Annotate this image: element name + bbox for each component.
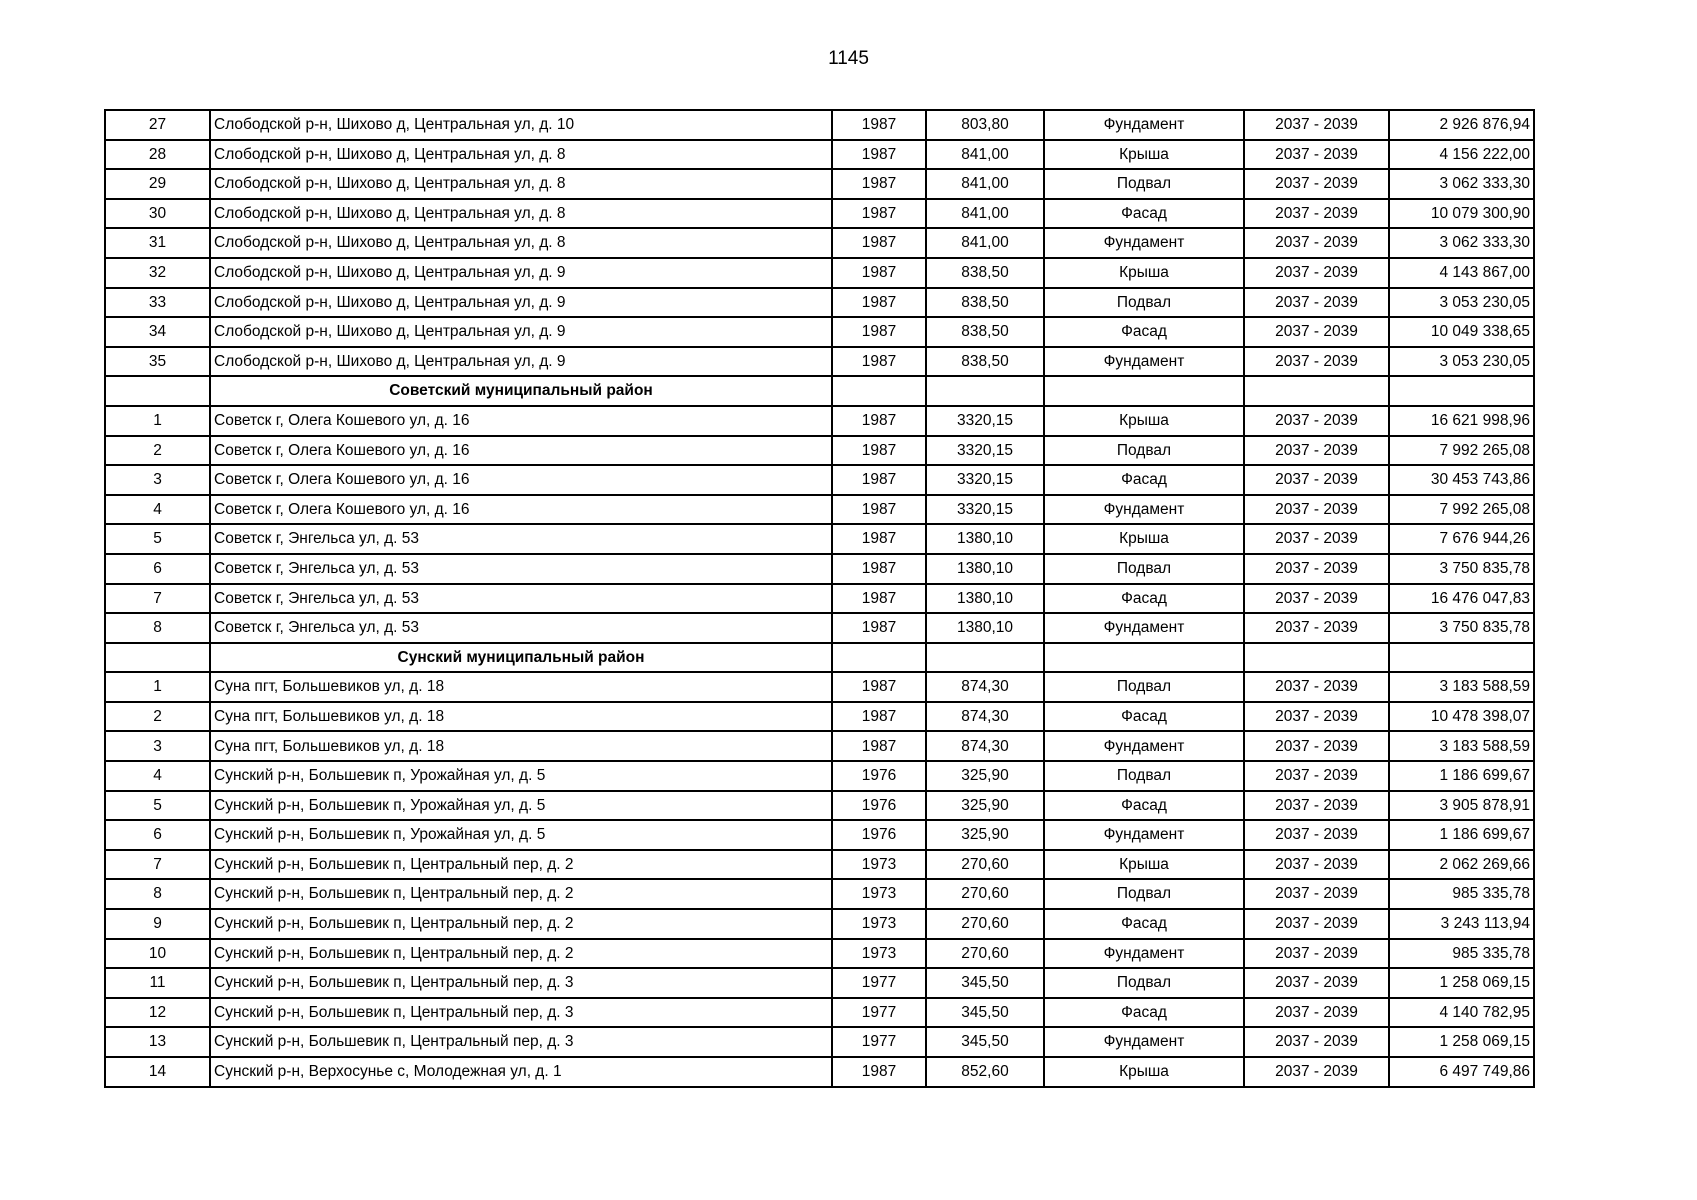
row-number-cell: 9	[105, 909, 210, 939]
address-cell: Слободской р-н, Шихово д, Центральная ул, д. 9	[210, 258, 832, 288]
area-cell: 325,90	[926, 761, 1044, 791]
cost-cell: 3 062 333,30	[1389, 169, 1534, 199]
period-cell: 2037 - 2039	[1244, 317, 1389, 347]
cost-cell: 10 049 338,65	[1389, 317, 1534, 347]
cost-cell: 16 621 998,96	[1389, 406, 1534, 436]
year-cell: 1976	[832, 791, 926, 821]
year-cell: 1987	[832, 317, 926, 347]
cost-cell: 2 926 876,94	[1389, 110, 1534, 140]
area-cell: 841,00	[926, 169, 1044, 199]
district-empty-cell	[1244, 376, 1389, 406]
address-cell: Слободской р-н, Шихово д, Центральная ул, д. 8	[210, 228, 832, 258]
period-cell: 2037 - 2039	[1244, 820, 1389, 850]
address-cell: Слободской р-н, Шихово д, Центральная ул, д. 8	[210, 140, 832, 170]
period-cell: 2037 - 2039	[1244, 436, 1389, 466]
address-cell: Советск г, Олега Кошевого ул, д. 16	[210, 495, 832, 525]
table-row	[105, 850, 1534, 880]
row-number-cell: 14	[105, 1057, 210, 1087]
address-cell: Сунский р-н, Большевик п, Центральный пер, д. 3	[210, 998, 832, 1028]
table-row	[105, 258, 1534, 288]
district-empty-cell	[832, 643, 926, 673]
district-empty-cell	[926, 643, 1044, 673]
cost-cell: 10 079 300,90	[1389, 199, 1534, 229]
district-empty-cell	[105, 376, 210, 406]
work-type-cell: Фасад	[1044, 909, 1244, 939]
area-cell: 3320,15	[926, 495, 1044, 525]
address-cell: Слободской р-н, Шихово д, Центральная ул, д. 9	[210, 288, 832, 318]
period-cell: 2037 - 2039	[1244, 879, 1389, 909]
work-type-cell: Фундамент	[1044, 939, 1244, 969]
year-cell: 1987	[832, 406, 926, 436]
work-type-cell: Крыша	[1044, 258, 1244, 288]
district-header-row	[105, 376, 1534, 406]
year-cell: 1987	[832, 258, 926, 288]
period-cell: 2037 - 2039	[1244, 524, 1389, 554]
table-row	[105, 317, 1534, 347]
work-type-cell: Подвал	[1044, 169, 1244, 199]
area-cell: 838,50	[926, 288, 1044, 318]
address-cell: Сунский р-н, Большевик п, Центральный пер, д. 2	[210, 909, 832, 939]
area-cell: 803,80	[926, 110, 1044, 140]
table-row	[105, 436, 1534, 466]
area-cell: 3320,15	[926, 465, 1044, 495]
work-type-cell: Фасад	[1044, 465, 1244, 495]
year-cell: 1987	[832, 613, 926, 643]
address-cell: Советск г, Энгельса ул, д. 53	[210, 584, 832, 614]
table-row	[105, 495, 1534, 525]
work-type-cell: Крыша	[1044, 524, 1244, 554]
area-cell: 3320,15	[926, 436, 1044, 466]
work-type-cell: Крыша	[1044, 1057, 1244, 1087]
area-cell: 1380,10	[926, 554, 1044, 584]
district-title: Советский муниципальный район	[210, 376, 832, 406]
work-type-cell: Фундамент	[1044, 731, 1244, 761]
area-cell: 841,00	[926, 228, 1044, 258]
row-number-cell: 4	[105, 495, 210, 525]
period-cell: 2037 - 2039	[1244, 702, 1389, 732]
address-cell: Советск г, Олега Кошевого ул, д. 16	[210, 436, 832, 466]
area-cell: 270,60	[926, 909, 1044, 939]
work-type-cell: Подвал	[1044, 761, 1244, 791]
area-cell: 874,30	[926, 672, 1044, 702]
address-cell: Советск г, Олега Кошевого ул, д. 16	[210, 406, 832, 436]
area-cell: 841,00	[926, 199, 1044, 229]
cost-cell: 2 062 269,66	[1389, 850, 1534, 880]
table-row	[105, 702, 1534, 732]
work-type-cell: Фасад	[1044, 791, 1244, 821]
cost-cell: 10 478 398,07	[1389, 702, 1534, 732]
table-row	[105, 140, 1534, 170]
address-cell: Советск г, Энгельса ул, д. 53	[210, 524, 832, 554]
cost-cell: 3 243 113,94	[1389, 909, 1534, 939]
area-cell: 3320,15	[926, 406, 1044, 436]
cost-cell: 3 750 835,78	[1389, 554, 1534, 584]
year-cell: 1977	[832, 968, 926, 998]
table-row	[105, 761, 1534, 791]
year-cell: 1987	[832, 554, 926, 584]
cost-cell: 1 258 069,15	[1389, 1027, 1534, 1057]
year-cell: 1987	[832, 140, 926, 170]
year-cell: 1973	[832, 909, 926, 939]
work-type-cell: Крыша	[1044, 140, 1244, 170]
address-cell: Слободской р-н, Шихово д, Центральная ул, д. 9	[210, 317, 832, 347]
period-cell: 2037 - 2039	[1244, 998, 1389, 1028]
table-row	[105, 228, 1534, 258]
year-cell: 1987	[832, 584, 926, 614]
address-cell: Сунский р-н, Большевик п, Урожайная ул, д. 5	[210, 761, 832, 791]
year-cell: 1987	[832, 110, 926, 140]
work-type-cell: Фундамент	[1044, 820, 1244, 850]
row-number-cell: 5	[105, 791, 210, 821]
period-cell: 2037 - 2039	[1244, 258, 1389, 288]
area-cell: 270,60	[926, 939, 1044, 969]
year-cell: 1973	[832, 879, 926, 909]
district-empty-cell	[1389, 376, 1534, 406]
cost-cell: 7 676 944,26	[1389, 524, 1534, 554]
period-cell: 2037 - 2039	[1244, 406, 1389, 436]
registry-body	[105, 110, 1534, 1087]
table-row	[105, 584, 1534, 614]
row-number-cell: 13	[105, 1027, 210, 1057]
cost-cell: 1 186 699,67	[1389, 820, 1534, 850]
year-cell: 1976	[832, 761, 926, 791]
row-number-cell: 8	[105, 879, 210, 909]
work-type-cell: Фундамент	[1044, 347, 1244, 377]
cost-cell: 1 186 699,67	[1389, 761, 1534, 791]
row-number-cell: 7	[105, 850, 210, 880]
area-cell: 838,50	[926, 317, 1044, 347]
year-cell: 1977	[832, 998, 926, 1028]
table-row	[105, 524, 1534, 554]
period-cell: 2037 - 2039	[1244, 584, 1389, 614]
work-type-cell: Фасад	[1044, 317, 1244, 347]
work-type-cell: Подвал	[1044, 968, 1244, 998]
period-cell: 2037 - 2039	[1244, 554, 1389, 584]
area-cell: 1380,10	[926, 584, 1044, 614]
period-cell: 2037 - 2039	[1244, 1027, 1389, 1057]
table-row	[105, 110, 1534, 140]
address-cell: Суна пгт, Большевиков ул, д. 18	[210, 731, 832, 761]
year-cell: 1987	[832, 731, 926, 761]
year-cell: 1987	[832, 169, 926, 199]
row-number-cell: 3	[105, 731, 210, 761]
period-cell: 2037 - 2039	[1244, 850, 1389, 880]
address-cell: Сунский р-н, Большевик п, Центральный пер, д. 2	[210, 850, 832, 880]
cost-cell: 30 453 743,86	[1389, 465, 1534, 495]
work-type-cell: Фундамент	[1044, 110, 1244, 140]
area-cell: 1380,10	[926, 524, 1044, 554]
row-number-cell: 1	[105, 406, 210, 436]
period-cell: 2037 - 2039	[1244, 347, 1389, 377]
area-cell: 345,50	[926, 998, 1044, 1028]
work-type-cell: Фундамент	[1044, 1027, 1244, 1057]
year-cell: 1976	[832, 820, 926, 850]
cost-cell: 6 497 749,86	[1389, 1057, 1534, 1087]
work-type-cell: Подвал	[1044, 288, 1244, 318]
district-empty-cell	[1044, 376, 1244, 406]
area-cell: 270,60	[926, 879, 1044, 909]
area-cell: 325,90	[926, 791, 1044, 821]
year-cell: 1987	[832, 347, 926, 377]
row-number-cell: 2	[105, 436, 210, 466]
address-cell: Слободской р-н, Шихово д, Центральная ул, д. 10	[210, 110, 832, 140]
period-cell: 2037 - 2039	[1244, 465, 1389, 495]
table-row	[105, 998, 1534, 1028]
period-cell: 2037 - 2039	[1244, 761, 1389, 791]
period-cell: 2037 - 2039	[1244, 909, 1389, 939]
address-cell: Сунский р-н, Большевик п, Урожайная ул, д. 5	[210, 791, 832, 821]
address-cell: Суна пгт, Большевиков ул, д. 18	[210, 672, 832, 702]
cost-cell: 4 156 222,00	[1389, 140, 1534, 170]
table-row	[105, 199, 1534, 229]
district-header-row	[105, 643, 1534, 673]
table-row	[105, 554, 1534, 584]
table-row	[105, 672, 1534, 702]
work-type-cell: Подвал	[1044, 554, 1244, 584]
row-number-cell: 6	[105, 820, 210, 850]
table-row	[105, 465, 1534, 495]
cost-cell: 985 335,78	[1389, 879, 1534, 909]
district-title: Сунский муниципальный район	[210, 643, 832, 673]
year-cell: 1987	[832, 702, 926, 732]
year-cell: 1987	[832, 1057, 926, 1087]
cost-cell: 3 062 333,30	[1389, 228, 1534, 258]
work-type-cell: Крыша	[1044, 406, 1244, 436]
repair-registry-table	[104, 109, 1535, 1088]
work-type-cell: Фундамент	[1044, 228, 1244, 258]
period-cell: 2037 - 2039	[1244, 228, 1389, 258]
period-cell: 2037 - 2039	[1244, 613, 1389, 643]
work-type-cell: Фасад	[1044, 199, 1244, 229]
period-cell: 2037 - 2039	[1244, 791, 1389, 821]
row-number-cell: 31	[105, 228, 210, 258]
cost-cell: 3 750 835,78	[1389, 613, 1534, 643]
address-cell: Суна пгт, Большевиков ул, д. 18	[210, 702, 832, 732]
row-number-cell: 5	[105, 524, 210, 554]
row-number-cell: 1	[105, 672, 210, 702]
row-number-cell: 29	[105, 169, 210, 199]
period-cell: 2037 - 2039	[1244, 939, 1389, 969]
cost-cell: 985 335,78	[1389, 939, 1534, 969]
address-cell: Слободской р-н, Шихово д, Центральная ул, д. 8	[210, 199, 832, 229]
work-type-cell: Фундамент	[1044, 613, 1244, 643]
work-type-cell: Фасад	[1044, 584, 1244, 614]
area-cell: 1380,10	[926, 613, 1044, 643]
year-cell: 1987	[832, 436, 926, 466]
cost-cell: 3 905 878,91	[1389, 791, 1534, 821]
row-number-cell: 3	[105, 465, 210, 495]
address-cell: Слободской р-н, Шихово д, Центральная ул, д. 8	[210, 169, 832, 199]
year-cell: 1973	[832, 850, 926, 880]
area-cell: 874,30	[926, 731, 1044, 761]
period-cell: 2037 - 2039	[1244, 140, 1389, 170]
table-row	[105, 820, 1534, 850]
address-cell: Сунский р-н, Большевик п, Центральный пер, д. 2	[210, 939, 832, 969]
year-cell: 1987	[832, 199, 926, 229]
row-number-cell: 32	[105, 258, 210, 288]
cost-cell: 7 992 265,08	[1389, 495, 1534, 525]
row-number-cell: 2	[105, 702, 210, 732]
cost-cell: 3 053 230,05	[1389, 288, 1534, 318]
period-cell: 2037 - 2039	[1244, 169, 1389, 199]
district-empty-cell	[1389, 643, 1534, 673]
work-type-cell: Подвал	[1044, 879, 1244, 909]
year-cell: 1987	[832, 672, 926, 702]
year-cell: 1987	[832, 465, 926, 495]
cost-cell: 7 992 265,08	[1389, 436, 1534, 466]
district-empty-cell	[832, 376, 926, 406]
table-row	[105, 939, 1534, 969]
area-cell: 841,00	[926, 140, 1044, 170]
table-row	[105, 288, 1534, 318]
table-row	[105, 909, 1534, 939]
address-cell: Сунский р-н, Большевик п, Центральный пер, д. 3	[210, 1027, 832, 1057]
row-number-cell: 34	[105, 317, 210, 347]
period-cell: 2037 - 2039	[1244, 731, 1389, 761]
table-row	[105, 613, 1534, 643]
work-type-cell: Подвал	[1044, 436, 1244, 466]
period-cell: 2037 - 2039	[1244, 199, 1389, 229]
address-cell: Советск г, Энгельса ул, д. 53	[210, 554, 832, 584]
table-row	[105, 347, 1534, 377]
district-empty-cell	[1044, 643, 1244, 673]
row-number-cell: 12	[105, 998, 210, 1028]
address-cell: Сунский р-н, Большевик п, Урожайная ул, д. 5	[210, 820, 832, 850]
table-row	[105, 1057, 1534, 1087]
cost-cell: 16 476 047,83	[1389, 584, 1534, 614]
address-cell: Сунский р-н, Большевик п, Центральный пер, д. 3	[210, 968, 832, 998]
period-cell: 2037 - 2039	[1244, 672, 1389, 702]
work-type-cell: Крыша	[1044, 850, 1244, 880]
area-cell: 270,60	[926, 850, 1044, 880]
row-number-cell: 8	[105, 613, 210, 643]
table-row	[105, 879, 1534, 909]
district-empty-cell	[1244, 643, 1389, 673]
year-cell: 1987	[832, 495, 926, 525]
table-row	[105, 731, 1534, 761]
area-cell: 325,90	[926, 820, 1044, 850]
year-cell: 1977	[832, 1027, 926, 1057]
period-cell: 2037 - 2039	[1244, 968, 1389, 998]
cost-cell: 3 183 588,59	[1389, 731, 1534, 761]
period-cell: 2037 - 2039	[1244, 495, 1389, 525]
table-row	[105, 169, 1534, 199]
address-cell: Сунский р-н, Верхосунье с, Молодежная ул, д. 1	[210, 1057, 832, 1087]
address-cell: Советск г, Олега Кошевого ул, д. 16	[210, 465, 832, 495]
cost-cell: 3 053 230,05	[1389, 347, 1534, 377]
table-row	[105, 1027, 1534, 1057]
year-cell: 1973	[832, 939, 926, 969]
work-type-cell: Фундамент	[1044, 495, 1244, 525]
area-cell: 345,50	[926, 1027, 1044, 1057]
period-cell: 2037 - 2039	[1244, 110, 1389, 140]
address-cell: Сунский р-н, Большевик п, Центральный пер, д. 2	[210, 879, 832, 909]
area-cell: 852,60	[926, 1057, 1044, 1087]
cost-cell: 3 183 588,59	[1389, 672, 1534, 702]
row-number-cell: 4	[105, 761, 210, 791]
district-empty-cell	[926, 376, 1044, 406]
year-cell: 1987	[832, 524, 926, 554]
cost-cell: 4 143 867,00	[1389, 258, 1534, 288]
row-number-cell: 6	[105, 554, 210, 584]
period-cell: 2037 - 2039	[1244, 1057, 1389, 1087]
work-type-cell: Фасад	[1044, 998, 1244, 1028]
work-type-cell: Подвал	[1044, 672, 1244, 702]
area-cell: 838,50	[926, 347, 1044, 377]
address-cell: Слободской р-н, Шихово д, Центральная ул, д. 9	[210, 347, 832, 377]
year-cell: 1987	[832, 288, 926, 318]
work-type-cell: Фасад	[1044, 702, 1244, 732]
cost-cell: 1 258 069,15	[1389, 968, 1534, 998]
table-row	[105, 406, 1534, 436]
row-number-cell: 7	[105, 584, 210, 614]
row-number-cell: 35	[105, 347, 210, 377]
row-number-cell: 33	[105, 288, 210, 318]
row-number-cell: 10	[105, 939, 210, 969]
page-number: 1145	[828, 48, 869, 69]
area-cell: 838,50	[926, 258, 1044, 288]
area-cell: 874,30	[926, 702, 1044, 732]
row-number-cell: 28	[105, 140, 210, 170]
area-cell: 345,50	[926, 968, 1044, 998]
period-cell: 2037 - 2039	[1244, 288, 1389, 318]
district-empty-cell	[105, 643, 210, 673]
address-cell: Советск г, Энгельса ул, д. 53	[210, 613, 832, 643]
year-cell: 1987	[832, 228, 926, 258]
row-number-cell: 27	[105, 110, 210, 140]
row-number-cell: 11	[105, 968, 210, 998]
row-number-cell: 30	[105, 199, 210, 229]
cost-cell: 4 140 782,95	[1389, 998, 1534, 1028]
table-row	[105, 968, 1534, 998]
table-row	[105, 791, 1534, 821]
